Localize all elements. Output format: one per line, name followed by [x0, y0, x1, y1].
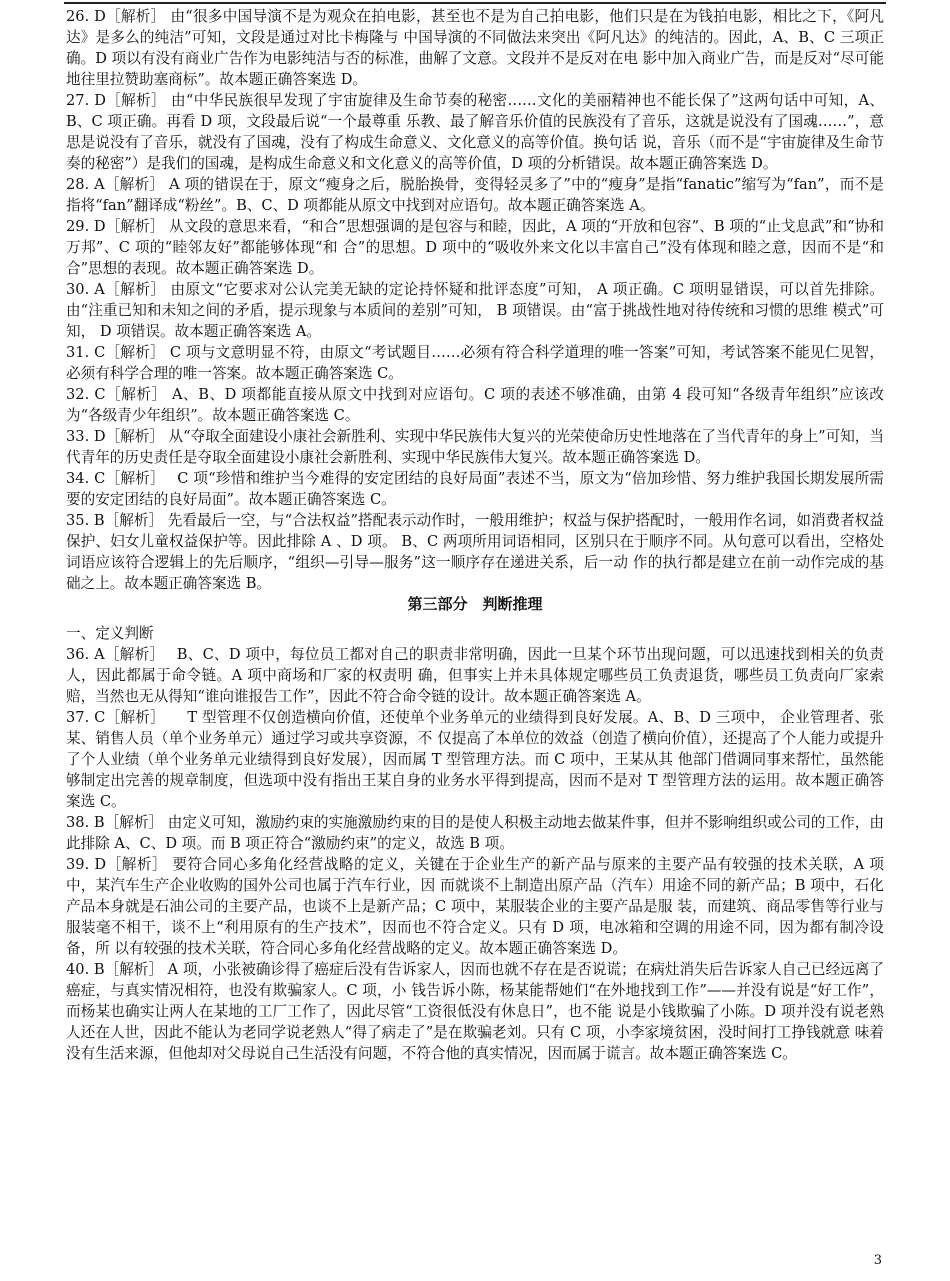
answer-item-28: 28. A［解析］ A 项的错误在于，原文“瘦身之后，脱胎换骨，变得轻灵多了”中的“瘦身”是指“fanatic”缩写为“fan”，而不是指将“fan”翻译成“粉丝”。B、C、D 项都能从原文中找到对应语句。故本题正确答案选 A。 [66, 176, 884, 214]
answer-block-reading [66, 6, 884, 594]
answer-item-26: 26. D［解析］ 由“很多中国导演不是为观众在拍电影，甚至也不是为自己拍电影，他们只是在为钱拍电影，相比之下，《阿凡达》是多么的纯洁”可知，文段是通过对比卡梅隆与 中国导演的不同做法来突出《阿凡达》的纯洁的。因此，A、B、C 三项正确。D 项以有没有商业广告作为电影纯洁与否的标准，曲解了文意。文段并不是反对在电 影中加入商业广告，而是反对“尽可能地往里拉赞助塞商标”。故本题正确答案选 D。 [66, 8, 884, 88]
answer-item-38: 38. B［解析］ 由定义可知，激励约束的实施激励约束的目的是使人积极主动地去做某件事，但并不影响组织或公司的工作，由此排除 A、C、D 项。而 B 项正符合“激励约束”的定义，故选 B 项。 [66, 814, 884, 852]
answer-item-27: 27. D［解析］ 由“中华民族很早发现了宇宙旋律及生命节奏的秘密……文化的美丽精神也不能长保了”这两句话中可知，A、B、C 项正确。再看 D 项，文段最后说“一个最尊重 乐教、最了解音乐价值的民族没有了音乐，这就是说没有了国魂……”，意思是说没有了音乐，就没有了国魂，没有了构成生命意义、文化意义的高等价值。换句话 说，音乐（而不是“宇宙旋律及生命节奏的秘密”）是我们的国魂，是构成生命意义和文化意义的高等价值，D 项的分析错误。故本题正确答案选 D。 [66, 92, 884, 172]
top-rule [64, 2, 886, 4]
answer-item-35: 35. B［解析］ 先看最后一空，与“合法权益”搭配表示动作时，一般用维护；权益与保护搭配时，一般用作名词，如消费者权益保护、妇女儿童权益保护等。因此排除 A 、D 项。 B、C 两项所用词语相同，区别只在于顺序不同。从句意可以看出，空格处词语应该符合逻辑上的先后顺序，“组织—引导—服务”这一顺序存在递进关系，后一动 作的执行都是建立在前一动作完成的基础之上。故本题正确答案选 B。 [66, 512, 884, 592]
answer-item-32: 32. C［解析］ A、B、D 项都能直接从原文中找到对应语句。C 项的表述不够准确，由第 4 段可知“各级青年组织”应该改为“各级青少年组织”。故本题正确答案选 C。 [66, 386, 884, 424]
document-page [66, 6, 884, 1064]
section-title: 第三部分 判断推理 [407, 595, 543, 613]
answer-item-30: 30. A［解析］ 由原文“它要求对公认完美无缺的定论持怀疑和批评态度”可知， A 项正确。C 项明显错误，可以首先排除。由“注重已知和未知之间的矛盾，提示现象与本质间的差别”可知， B 项错误。由“富于挑战性地对待传统和习惯的思维 模式”可知， D 项错误。故本题正确答案选 A。 [66, 281, 884, 340]
answer-item-33: 33. D［解析］ 从“夺取全面建设小康社会新胜利、实现中华民族伟大复兴的光荣使命历史性地落在了当代青年的身上”可知，当代青年的历史责任是夺取全面建设小康社会新胜利、实现中华民族伟大复兴。故本题正确答案选 D。 [66, 428, 884, 466]
answer-block-reasoning [66, 644, 884, 1064]
answer-item-39: 39. D［解析］ 要符合同心多角化经营战略的定义，关键在于企业生产的新产品与原来的主要产品有较强的技术关联，A 项中，某汽车生产企业收购的国外公司也属于汽车行业，因 而就谈不上制造出原产品（汽车）用途不同的新产品；B 项中，石化产品本身就是石油公司的主要产品，也谈不上是新产品；C 项中，某服装企业的主要产品是服 装，而建筑、商品零售等行业与服装毫不相干，谈不上“利用原有的生产技术”，因而也不符合定义。只有 D 项，电冰箱和空调的用途不同，因为都有制冷设备，所 以有较强的技术关联，符合同心多角化经营战略的定义。故本题正确答案选 D。 [66, 856, 884, 957]
answer-item-36: 36. A［解析］ B、C、D 项中，每位员工都对自己的职责非常明确，因此一旦某个环节出现问题，可以迅速找到相关的负责人，因此都属于命令链。A 项中商场和厂家的权责明 确，但事实上并未具体规定哪些员工负责退货，哪些员工负责向厂家索赔，当然也无从得知“谁向谁报告工作”，因此不符合命令链的设计。故本题正确答案选 A。 [66, 646, 884, 705]
answer-item-29: 29. D［解析］ 从文段的意思来看，“和合”思想强调的是包容与和睦，因此，A 项的“开放和包容”、B 项的“止戈息武”和“协和万邦”、C 项的“睦邻友好”都能够体现“和 合”的思想。D 项中的“吸收外来文化以丰富自己”没有体现和睦之意，因而不是“和合”思想的表现。故本题正确答案选 D。 [66, 218, 884, 277]
answer-item-31: 31. C［解析］ C 项与文意明显不符，由原文“考试题目……必须有符合科学道理的唯一答案”可知，考试答案不能见仁见智，必须有科学合理的唯一答案。故本题正确答案选 C。 [66, 344, 884, 382]
answer-item-34: 34. C［解析］ C 项“珍惜和维护当今难得的安定团结的良好局面”表述不当，原文为“倍加珍惜、努力维护我国长期发展所需要的安定团结的良好局面”。故本题正确答案选 C。 [66, 470, 884, 508]
page-number: 3 [873, 1253, 882, 1268]
subsection-heading: 一、定义判断 [66, 625, 154, 642]
answer-item-37: 37. C［解析］ T 型管理不仅创造横向价值，还使单个业务单元的业绩得到良好发展。A、B、D 三项中， 企业管理者、张某、销售人员（单个业务单元）通过学习或共享资源，不 仅提高了本单位的效益（创造了横向价值），还提高了个人能力或提升了个人业绩（单个业务单元业绩得到良好发展），因而属 T 型管理方法。而 C 项中，王某从其 他部门借调同事来帮忙，虽然能够制定出完善的规章制度，但选项中没有指出王某自身的业务水平得到提高，因而不是对 T 型管理方法的运用。故本题正确答案选 C。 [66, 709, 884, 810]
answer-item-40: 40. B［解析］ A 项，小张被确诊得了癌症后没有告诉家人，因而也就不存在是否说谎；在病灶消失后告诉家人自己已经远离了癌症，与真实情况相符，也没有欺骗家人。C 项，小 钱告诉小陈，杨某能帮她们“在外地找到工作”——并没有说是“好工作”，而杨某也确实让两人在某地的工厂工作了，因此尽管“工资很低没有休息日”，也不能 说是小钱欺骗了小陈。D 项并没有说老熟人还在人世，因此不能认为老同学说老熟人“得了病走了”是在欺骗老刘。只有 C 项，小李家境贫困，没时间打工挣钱就意 味着没有生活来源，但他却对父母说自己生活没有问题，不符合他的真实情况，因而属于谎言。故本题正确答案选 C。 [66, 961, 884, 1062]
